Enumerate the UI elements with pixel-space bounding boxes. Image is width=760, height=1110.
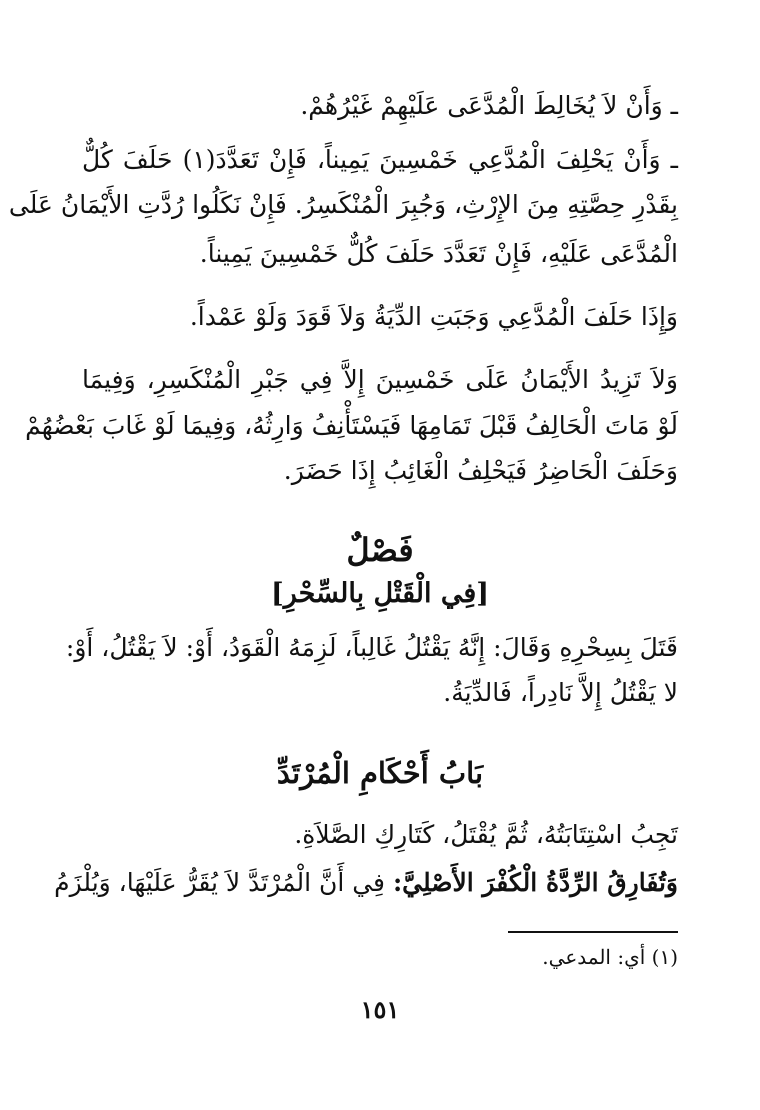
text-line-1: ـ وَأَنْ لاَ يُخَالِطَ الْمُدَّعَى عَلَيْهِمْ غَيْرُهُمْ.	[300, 91, 678, 120]
text-line-6: وَلاَ تَزِيدُ الأَيْمَانُ عَلَى خَمْسِينَ إِلاَّ فِي جَبْرِ الْمُنْكَسِرِ، وَفِيمَا	[82, 365, 678, 394]
text-line-5: وَإِذَا حَلَفَ الْمُدَّعِي وَجَبَتِ الدِّيَةُ وَلاَ قَوَدَ وَلَوْ عَمْداً.	[189, 302, 678, 331]
footnote: (١) أي: المدعي.	[542, 945, 678, 969]
section-subheading: [فِي الْقَتْلِ بِالسِّحْرِ]	[270, 578, 490, 609]
text-line-10: لا يَقْتُلُ إِلاَّ نَادِراً، فَالدِّيَةُ.	[443, 678, 678, 707]
section-heading-fasl: فَصْلٌ	[346, 531, 414, 569]
text-line-12	[54, 863, 678, 903]
page-number: ١٥١	[360, 995, 400, 1024]
text-line-2: ـ وَأَنْ يَحْلِفَ الْمُدَّعِي خَمْسِينَ يَمِيناً، فَإِنْ تَعَدَّدَ(١) حَلَفَ كُلٌّ	[82, 145, 678, 174]
text-line-9: قَتَلَ بِسِحْرِهِ وَقَالَ: إِنَّهُ يَقْتُلُ غَالِباً، لَزِمَهُ الْقَوَدُ، أَوْ: لاَ يَقْتُلُ، أَوْ:	[65, 633, 678, 662]
bold-lead-phrase: وَتُفَارِقُ الرِّدَّةُ الْكُفْرَ الأَصْلِيَّ:	[392, 868, 678, 897]
text-line-7: لَوْ مَاتَ الْحَالِفُ قَبْلَ تَمَامِهَا فَيَسْتَأْنِفُ وَارِثُهُ، وَفِيمَا لَوْ غَابَ بَعْضُهُمْ	[25, 411, 678, 440]
footnote-divider	[508, 931, 678, 933]
text-line-8: وَحَلَفَ الْحَاضِرُ فَيَحْلِفُ الْغَائِبُ إِذَا حَضَرَ.	[283, 456, 678, 485]
line-continuation: فِي أَنَّ الْمُرْتَدَّ لاَ يُقَرُّ عَلَيْهَا، وَيُلْزَمُ	[54, 868, 393, 897]
text-line-3: بِقَدْرِ حِصَّتِهِ مِنَ الإِرْثِ، وَجُبِرَ الْمُنْكَسِرُ. فَإِنْ نَكَلُوا رُدَّتِ الأَيْمَانُ عَلَى	[8, 190, 678, 219]
chapter-heading-bab: بَابُ أَحْكَامِ الْمُرْتَدِّ	[276, 756, 484, 790]
text-line-11: تَجِبُ اسْتِتَابَتُهُ، ثُمَّ يُقْتَلُ، كَتَارِكِ الصَّلاَةِ.	[294, 820, 678, 849]
text-line-4: الْمُدَّعَى عَلَيْهِ، فَإِنْ تَعَدَّدَ حَلَفَ كُلٌّ خَمْسِينَ يَمِيناً.	[199, 239, 678, 268]
